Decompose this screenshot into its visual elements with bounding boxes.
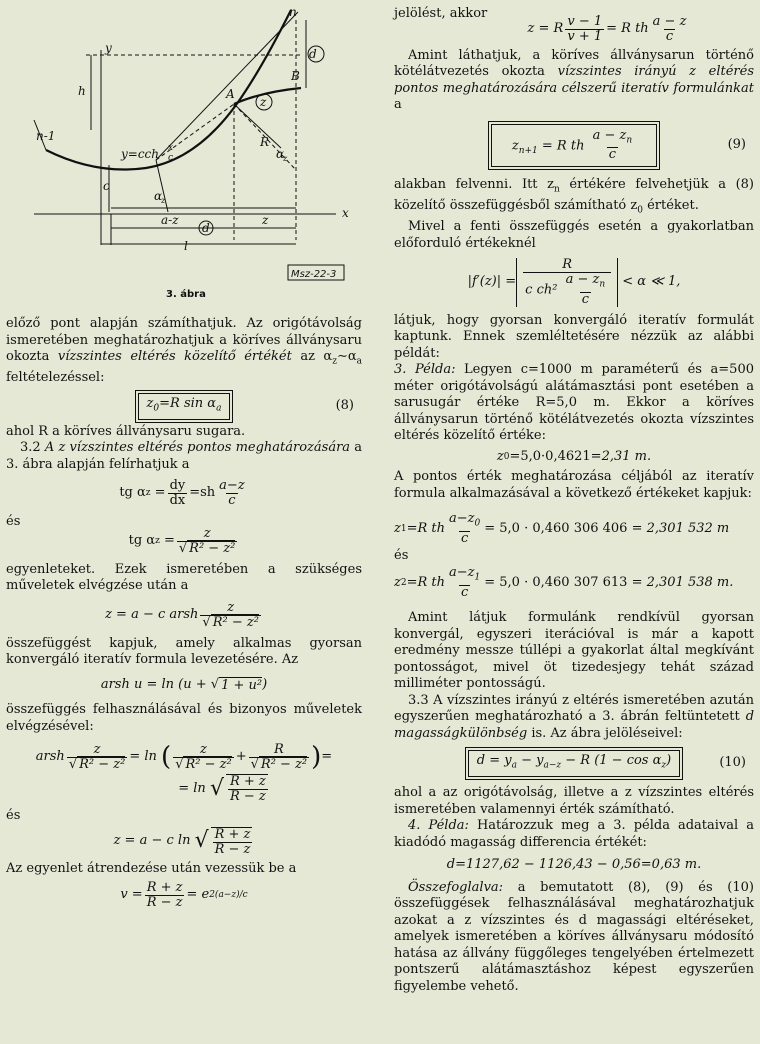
label-y: y [105, 41, 112, 55]
left-paragraph-2: ahol R a köríves állványsaru sugara. [6, 423, 246, 439]
left-paragraph-3: 3.2 A z vízszintes eltérés pontos meghatározására a 3. ábra alapján felírhatjuk a [6, 440, 362, 472]
left-paragraph-1: előző pont alapján számíthatjuk. Az origótávolság ismeretében meghatározhatjuk a köríves állványsaru okozta vízszintes eltérés közelítő értékét az $\alpha_z\sim\alpha_a$ feltételezéssel: [6, 316, 362, 386]
label-B: B [291, 69, 300, 83]
label-R: R [260, 135, 270, 149]
right-paragraph-8: 3.3 A vízszintes irányú z eltérés ismeretében azután egyszerűen meghatározható a 3. ábrán feltüntetett d magasságkülönbség is. Az ábra jelöléseivel: [394, 692, 755, 741]
label-c: c [103, 179, 110, 193]
right-paragraph-7: Amint látjuk formulánk rendkívül gyorsan konvergál, egyszeri iterációval is már a kapott eredmény messze túllépi a gyakorlat által megkívánt pontosságot, mivel öt tizedesjegy tehát század milliméter pontosságú. [394, 610, 754, 692]
left-column [6, 0, 362, 914]
right-paragraph-3: alakban felvenni. Itt $z_n$ értékére felvehetjük a (8) közelítő összefüggésből számítható $z_0$ értéket. [394, 177, 755, 216]
label-l: l [184, 239, 188, 253]
equation-8: $z_0=R$ $\sin \alpha_a$ (8) [6, 393, 362, 420]
equation-z-ln: z = a − c ln √ $\frac{R + z}{R - z}$ [113, 826, 251, 857]
example-4: 4. Példa: Határozzuk meg a 3. példa adataival a kiadódó magasság differencia értékét: [394, 818, 754, 850]
left-paragraph-4: egyenleteket. Ezek ismeretében a szükséges műveletek elvégzése után a [6, 561, 362, 594]
label-d-low: d [202, 221, 210, 235]
label-alpha-z-left: α [154, 189, 163, 203]
right-column [394, 0, 754, 995]
equation-arsh-u: arsh u = ln (u + √ 1 + u² ) [100, 677, 268, 693]
label-x: x [342, 206, 349, 220]
left-paragraph-5: összefüggést kapjuk, amely alkalmas gyorsan konvergáló iteratív formula levezetésére. Az [6, 635, 362, 668]
label-alpha-z-left-sub: z [161, 196, 166, 205]
label-curve-eq: y=cch [121, 147, 160, 161]
equation-v: v = $\frac{R + z}{R - z}$ = e 2(a−z)/c [120, 880, 248, 911]
equation-fprime: |f′(z)| = R c ch² $\frac{a - z_n}{c}$ < α ≪ 1, [467, 257, 681, 307]
example-3: 3. Példa: Legyen c=1000 m paraméterű és a=500 méter origótávolságú alátámasztási pont esetében a sarusugár értéke R=5,0 m. Ekkor a köríves állványsarun történő kötélátvezetés okozta vízszintes eltérés közelítő értéke: [394, 362, 754, 444]
equation-10: $d = y_a - y_{a-z} - R$ $(1 - \cos \alpha_z)$ (10) [394, 750, 754, 777]
label-curve-frac-n: x [168, 143, 174, 153]
saddle-arc [234, 88, 301, 104]
label-d-top: d [309, 47, 317, 61]
right-paragraph-6: A pontos érték meghatározása céljából az iteratív formula alkalmazásával a következő értékeket kapjuk: [394, 469, 754, 501]
equation-z1-value: z 1 =R th $\frac{a-z_0}{c}$ = 5,0 · 0,460 306 406 = 2,301 532 m [394, 511, 730, 546]
left-paragraph-6: összefüggés felhasználásával és bizonyos műveletek elvégzésével: [6, 702, 362, 734]
equation-tg-2: tg α z = $\frac{z}{\text{√ R² − z²}}$ [128, 525, 236, 556]
label-z-low: z [262, 213, 269, 227]
label-curve-frac-d: c [168, 153, 174, 163]
right-paragraph-2: Amint láthatjuk, a köríves állványsarun történő kötélátvezetés okozta vízszintes irányú z eltérés pontos meghatározására célszerű iteratív formulánkat a [394, 47, 755, 112]
right-es: és [394, 547, 409, 563]
equation-ln-sqrt: = ln √ $\frac{R + z}{R - z}$ [178, 774, 266, 805]
label-a-minus-z: a-z [161, 213, 179, 227]
label-n-minus-1: n-1 [36, 129, 56, 143]
right-paragraph-5: látjuk, hogy gyorsan konvergáló iteratív formulát kaptunk. Ennek szemléltetésére nézzük az alábbi példát: [394, 312, 754, 361]
figure-code: Msz-22-3 [291, 269, 337, 280]
left-paragraph-7: Az egyenlet átrendezése után vezessük be a [6, 860, 297, 876]
label-h: h [78, 84, 86, 98]
label-n: n [289, 5, 297, 19]
left-es-1: és [6, 514, 21, 530]
equation-z0-value: z 0 =5,0·0,4621= 2,31 m. [496, 448, 652, 464]
figure-caption: 3. ábra [166, 289, 206, 300]
right-paragraph-9: ahol a az origótávolság, illetve a z vízszintes eltérés ismeretében valamennyi érték számítható. [394, 785, 754, 817]
left-es-2: és [6, 808, 21, 824]
equation-d-value: d=1127,62 − 1126,43 − 0,56= 0,63 m. [446, 857, 702, 873]
equation-z2-value: z 2 =R th $\frac{a-z_1}{c}$ = 5,0 · 0,460 307 613 = 2,301 538 m. [394, 565, 734, 601]
right-paragraph-4: Mivel a fenti összefüggés esetén a gyakorlatban előforduló értékeknél [394, 219, 754, 251]
equation-tg-1: tg α z = $\frac{dy}{dx}$ =sh $\frac{a-z}{c}$ [119, 478, 245, 509]
equation-z-arsh: z = a − c arsh $\frac{z}{\text{√ R² − z²}}$ [105, 599, 259, 630]
equation-z-th: z = R $\frac{v - 1}{v + 1}$ = R th $\frac{a - z}{c}$ [527, 13, 687, 44]
label-z-circle: z [260, 95, 267, 109]
label-A: A [226, 87, 235, 101]
right-paragraph-1: jelölést, akkor [394, 6, 488, 21]
equation-9: $z_{n+1} = R$ th $\frac{a - z_n}{c}$ (9) [394, 124, 754, 168]
equation-big-arsh: arsh $\frac{z}{\text{√ R² − z²}}$ = ln ( $\frac{z}{\text{√ R² − z²}}$ + $\frac{R}{\text{√ R² − z²}}$ ) = [35, 742, 333, 773]
label-alpha-z-right-sub: z [283, 154, 288, 163]
label-alpha-z-right: α [276, 147, 285, 161]
figure-3 [6, 0, 362, 300]
tangent-line [156, 12, 298, 160]
summary-paragraph: Összefoglalva: a bemutatott (8), (9) és (10) összefüggések felhasználásával meghatározhatjuk azokat a z vízszintes és d magassági eltéréseket, amelyek ismeretében a köríves állványsaru módosító hatása az állvány függőleges tengelyében értelmezett pontszerű alátámasztáshoz képest egyszerűen figyelembe vehető. [394, 879, 754, 994]
